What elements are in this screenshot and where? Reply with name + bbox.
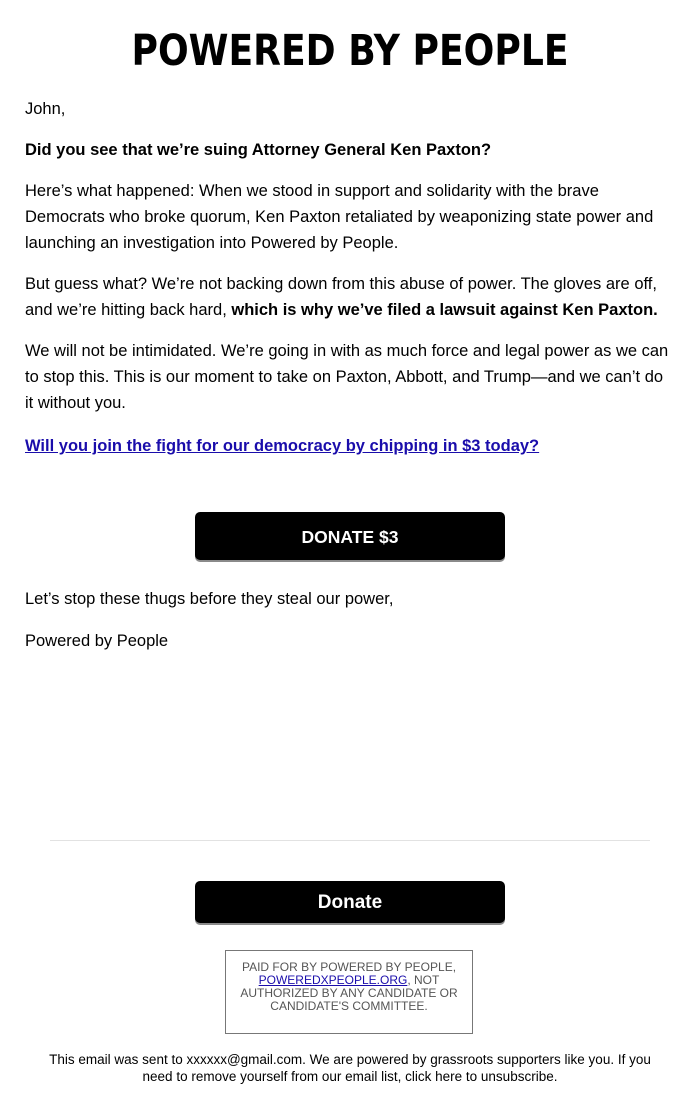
website-link[interactable]: POWEREDXPEOPLE.ORG	[258, 973, 408, 987]
paragraph-1: Here’s what happened: When we stood in support and solidarity with the brave Democrats who broke quorum, Ken Paxton retaliated by weaponizing state power and launching an investigation into Powered by People.	[25, 182, 654, 252]
paragraph-3: We will not be intimidated. We’re going in with as much force and legal power as we can to stop this. This is our moment to take on Paxton, Abbott, and Trump—and we can’t do it without you.	[25, 342, 669, 412]
logo-wordmark: POWERED BY PEOPLE	[131, 26, 569, 76]
donate-button[interactable]: Donate	[195, 881, 505, 923]
email-body	[25, 96, 675, 474]
headline: Did you see that we’re suing Attorney General Ken Paxton?	[25, 141, 492, 159]
disclaimer-text-end: , NOT AUTHORIZED BY ANY CANDIDATE OR CANDIDATE'S COMMITTEE.	[240, 973, 458, 1013]
cta-link[interactable]: Will you join the fight for our democracy by chipping in $3 today?	[25, 437, 540, 455]
paragraph-2-text: But guess what? We’re not backing down from this abuse of power. The gloves are off, and we’re hitting back hard,	[25, 275, 657, 319]
footer-divider	[50, 840, 650, 841]
disclaimer-text-start: PAID FOR BY POWERED BY PEOPLE,	[241, 960, 457, 974]
paragraph-2	[25, 271, 675, 323]
footer-notice: This email was sent to xxxxxx@gmail.com. We are powered by grassroots supporters like you. If you need to remove yourself from our email list, click here to unsubscribe.	[49, 1052, 651, 1084]
greeting: John,	[25, 100, 66, 118]
donate-3-button[interactable]: DONATE $3	[195, 512, 505, 560]
paid-for-disclaimer	[225, 950, 473, 1034]
closing-line: Let’s stop these thugs before they steal our power,	[25, 590, 394, 608]
paragraph-2-bold: which is why we’ve filed a lawsuit against Ken Paxton.	[231, 301, 658, 319]
signature: Powered by People	[25, 632, 169, 650]
